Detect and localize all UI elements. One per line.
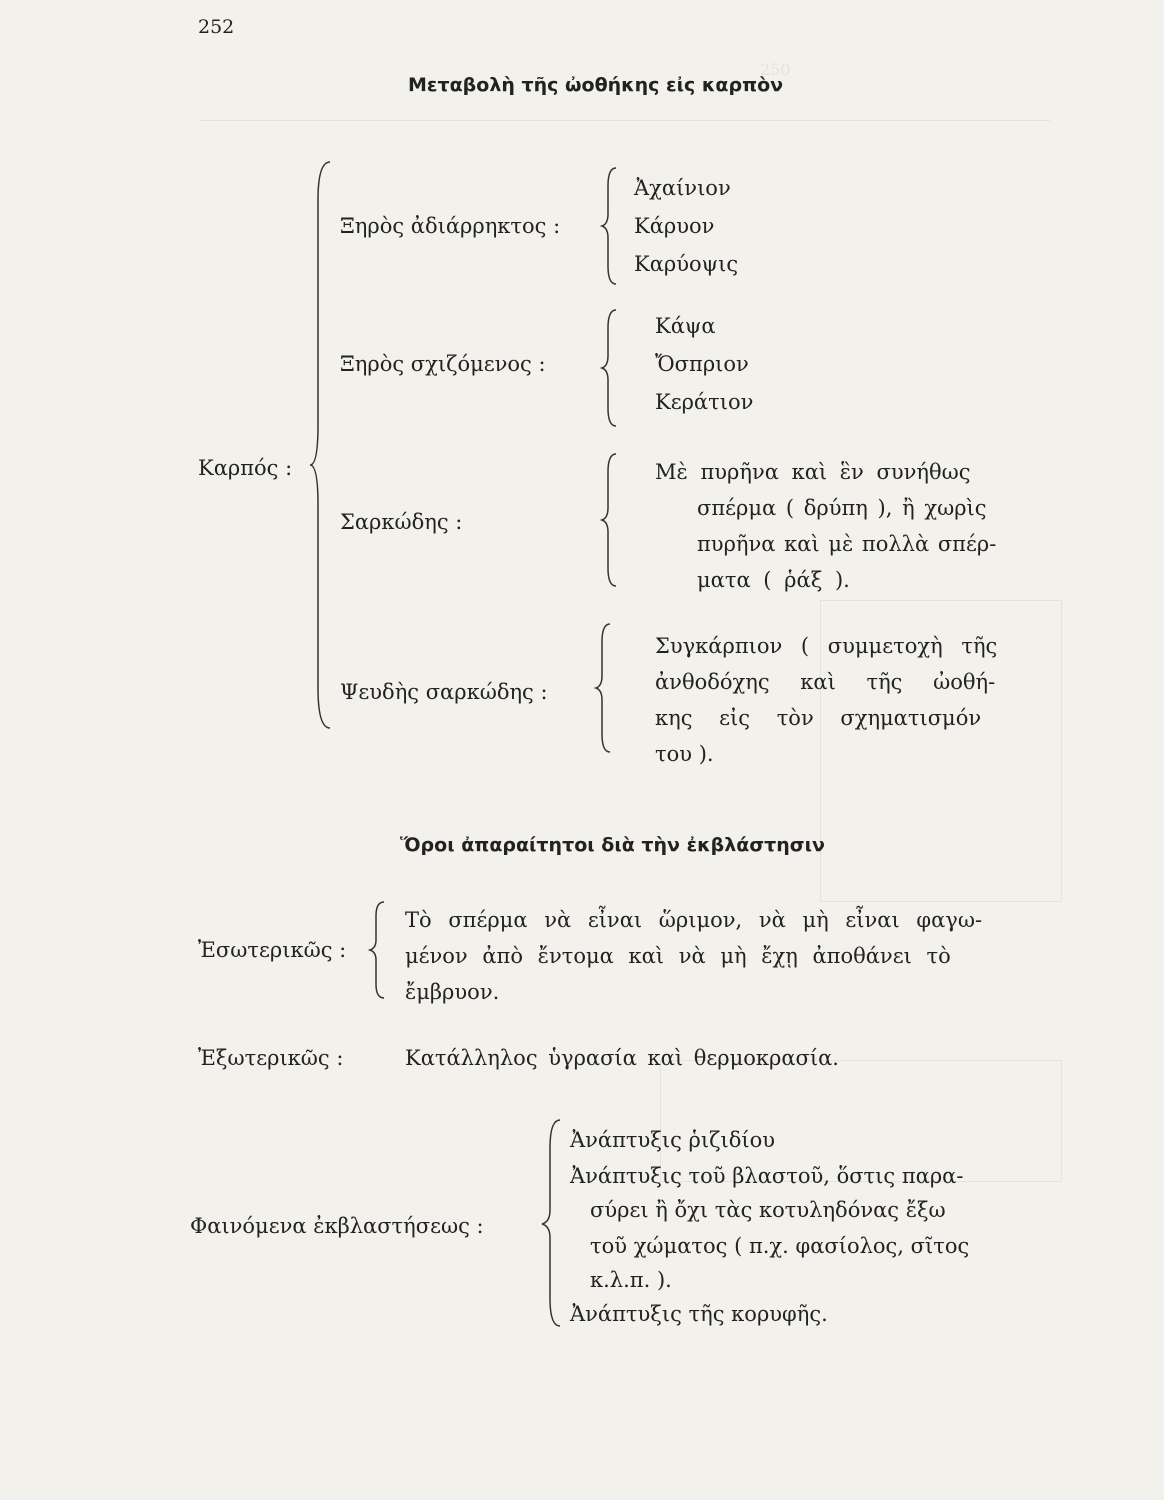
phenomenon-apex: Ἀνάπτυξις τῆς κορυφῆς. — [570, 1302, 828, 1326]
section-heading-fruit: Μεταβολὴ τῆς ὠοθήκης εἰς καρπὸν — [408, 74, 784, 96]
item-nut: Κάρυον — [634, 214, 715, 238]
false-fleshy-desc-line-1: Συγκάρπιον ( συμμετοχὴ τῆς — [655, 634, 998, 658]
label-dry-indehiscent: Ξηρὸς ἀδιάρρηκτος : — [340, 214, 561, 238]
brace-false-fleshy — [594, 622, 614, 754]
fleshy-desc-line-3: πυρῆνα καὶ μὲ πολλὰ σπέρ- — [697, 532, 997, 556]
phenomenon-shoot-line-4: κ.λ.π. ). — [590, 1268, 672, 1292]
fleshy-desc-line-1: Μὲ πυρῆνα καὶ ἓν συνήθως — [655, 460, 971, 484]
brace-germination-phenomena — [540, 1118, 564, 1328]
false-fleshy-desc-line-2: ἀνθοδόχης καὶ τῆς ὠοθή- — [655, 670, 996, 694]
brace-fleshy — [600, 452, 620, 588]
internal-condition-line-3: ἔμβρυον. — [405, 980, 500, 1004]
false-fleshy-desc-line-4: του ). — [655, 742, 714, 766]
item-carob: Κεράτιον — [655, 390, 754, 414]
internal-condition-line-2: μένον ἀπὸ ἔντομα καὶ νὰ μὴ ἔχῃ ἀποθάνει τὸ — [405, 944, 951, 968]
item-achene: Ἀχαίνιον — [634, 176, 731, 200]
item-caryopsis: Καρύοψις — [634, 252, 739, 276]
phenomenon-shoot-line-1: Ἀνάπτυξις τοῦ βλαστοῦ, ὅστις παρα- — [570, 1164, 964, 1188]
brace-dry-dehiscent — [600, 308, 620, 428]
label-dry-dehiscent: Ξηρὸς σχιζόμενος : — [340, 352, 546, 376]
fleshy-desc-line-2: σπέρμα ( δρύπη ), ἢ χωρὶς — [697, 496, 987, 520]
phenomenon-shoot-line-2: σύρει ἢ ὄχι τὰς κοτυληδόνας ἔξω — [590, 1198, 946, 1222]
label-germination-phenomena: Φαινόμενα ἐκβλαστήσεως : — [190, 1214, 484, 1238]
section-heading-germination-conditions: Ὅροι ἀπαραίτητοι διὰ τὴν ἐκβλάστησιν — [400, 834, 825, 856]
external-condition: Κατάλληλος ὑγρασία καὶ θερμοκρασία. — [405, 1046, 839, 1070]
fleshy-desc-line-4: ματα ( ῥάξ ). — [697, 568, 850, 592]
brace-internally — [368, 900, 388, 1000]
phenomenon-radicle: Ἀνάπτυξις ῥιζιδίου — [570, 1128, 776, 1152]
phenomenon-shoot-line-3: τοῦ χώματος ( π.χ. φασίολος, σῖτος — [590, 1234, 970, 1258]
item-capsule: Κάψα — [655, 314, 716, 338]
label-internally: Ἐσωτερικῶς : — [198, 938, 347, 962]
main-brace-fruit — [308, 160, 338, 730]
item-legume: Ὄσπριον — [655, 352, 749, 376]
false-fleshy-desc-line-3: κης εἰς τὸν σχηματισμόν — [655, 706, 982, 730]
brace-dry-indehiscent — [600, 166, 620, 286]
label-externally: Ἐξωτερικῶς : — [198, 1046, 344, 1070]
label-false-fleshy: Ψευδὴς σαρκώδης : — [340, 680, 548, 704]
root-label-fruit: Καρπός : — [198, 456, 293, 480]
page-number: 252 — [198, 16, 235, 38]
label-fleshy: Σαρκώδης : — [340, 510, 463, 534]
internal-condition-line-1: Τὸ σπέρμα νὰ εἶναι ὥριμον, νὰ μὴ εἶναι φαγω- — [405, 908, 983, 932]
